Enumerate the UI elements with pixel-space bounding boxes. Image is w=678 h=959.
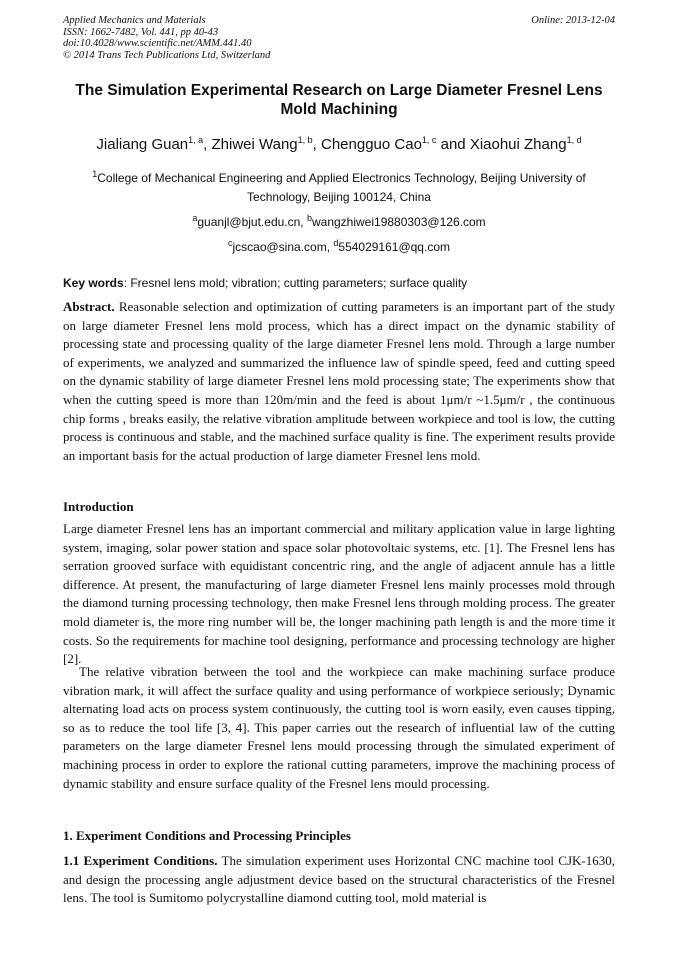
doi-line: doi:10.4028/www.scientific.net/AMM.441.40 (63, 38, 252, 49)
author-superscript: 1, c (421, 135, 437, 145)
author-separator: and (436, 136, 470, 153)
email-line-2 (63, 235, 615, 255)
journal-header (63, 15, 615, 61)
email-address: guanjl@bjut.edu.cn, (197, 215, 307, 229)
subsection-1-1-label: 1.1 Experiment Conditions. (63, 853, 218, 868)
author-name: Xiaohui Zhang (469, 136, 567, 153)
journal-name: Applied Mechanics and Materials (63, 15, 206, 26)
email-superscript: a (192, 213, 198, 223)
affiliation-text: College of Mechanical Engineering and Applied Electronics Technology, Beijing University of Technology, Beijing 100124, China (97, 171, 586, 204)
affiliation (80, 165, 598, 207)
keywords-text: : Fresnel lens mold; vibration; cutting parameters; surface quality (123, 276, 468, 290)
email-address: 554029161@qq.com (338, 240, 450, 254)
online-date: Online: 2013-12-04 (531, 15, 615, 26)
author-separator: , (312, 136, 321, 153)
abstract-label: Abstract. (63, 299, 115, 314)
subsection-1-1-text: The simulation experiment uses Horizontal CNC machine tool CJK-1630, and design the processing angle adjustment device based on the structural characteristics of the Fresnel lens. The tool is Sumitomo polycrystalline diamond cutting tool, mold material is (63, 853, 615, 906)
email-address: wangzhiwei19880303@126.com (311, 215, 486, 229)
author-list (63, 131, 615, 154)
abstract (63, 298, 615, 465)
author-separator: , (203, 136, 212, 153)
email-line-1 (63, 210, 615, 230)
affiliation-superscript: 1 (92, 169, 98, 179)
email-superscript: c (227, 238, 233, 248)
author-superscript: 1, d (566, 135, 582, 145)
issn-line: ISSN: 1662-7482, Vol. 441, pp 40-43 (63, 26, 219, 38)
paper-title: The Simulation Experimental Research on Large Diameter Fresnel Lens Mold Machining (75, 82, 603, 118)
author-name: Jialiang Guan (96, 136, 189, 153)
email-address: jcscao@sina.com, (232, 240, 334, 254)
subsection-1-1 (63, 852, 615, 908)
author-name: Chengguo Cao (321, 136, 422, 153)
introduction-paragraph-2: The relative vibration between the tool and the workpiece can make machining surface produce vibration mark, it will affect the surface quality and using performance of workpiece seriously; Dynamic alternating load acts on process system continuously, the cutting tool is worn easily, even causes tipping, so as to reduce the tool life [3, 4]. This paper carries out the research of influential law of the cutting parameters on the large diameter Fresnel lens mould processing through the simulated experiment of machining process in order to explore the rational cutting parameters, improve the machining process of dynamic stability and ensure surface quality of the Fresnel lens mould processing. (63, 664, 615, 791)
email-superscript: d (333, 238, 339, 248)
keywords-label: Key words (63, 276, 124, 290)
author-superscript: 1, a (188, 135, 204, 145)
section-heading-1: 1. Experiment Conditions and Processing Principles (63, 828, 351, 843)
abstract-text: Reasonable selection and optimization of cutting parameters is an important part of the study on large diameter Fresnel lens mold process, which has a direct impact on the dynamic stability of processing state and processing quality of the large diameter Fresnel lens mold. Through a large number of experiments, we analyzed and summarized the influence law of spindle speed, feed and cutting speed on the dynamic stability of large diameter Fresnel lens mold processing state; The experiments show that when the cutting speed is more than 120m/min and the feed is about 1μm/r ~1.5μm/r , the continuous chip forms , breaks easily, the relative vibration amplitude between workpiece and tool is low, the cutting process is continuous and stable, and the machined surface quality is fine. The experiment results provide an important basis for the actual production of large diameter Fresnel lens mold. (63, 299, 615, 463)
copyright-line: © 2014 Trans Tech Publications Ltd, Switzerland (63, 49, 271, 61)
email-superscript: b (306, 213, 312, 223)
introduction-paragraph-1: Large diameter Fresnel lens has an important commercial and military application value in large lighting system, imaging, solar power station and space solar photovoltaic systems, etc. [1]. The Fresnel lens has serration grooved surface with equidistant concentric ring, and the angle of adjacent annule has a little difference. At present, the manufacturing of large diameter Fresnel lens mainly processes mold through the diamond turning processing technology, then make Fresnel lens through molding process. The greater mold diameter is, the more ring number will be, the longer machining path length is and the more time it costs. So the requirements for machine tool designing, performance and processing technology are higher [2]. (63, 521, 615, 667)
author-name: Zhiwei Wang (211, 136, 298, 153)
section-heading-introduction: Introduction (63, 499, 134, 514)
keywords (63, 275, 615, 291)
author-superscript: 1, b (297, 135, 313, 145)
